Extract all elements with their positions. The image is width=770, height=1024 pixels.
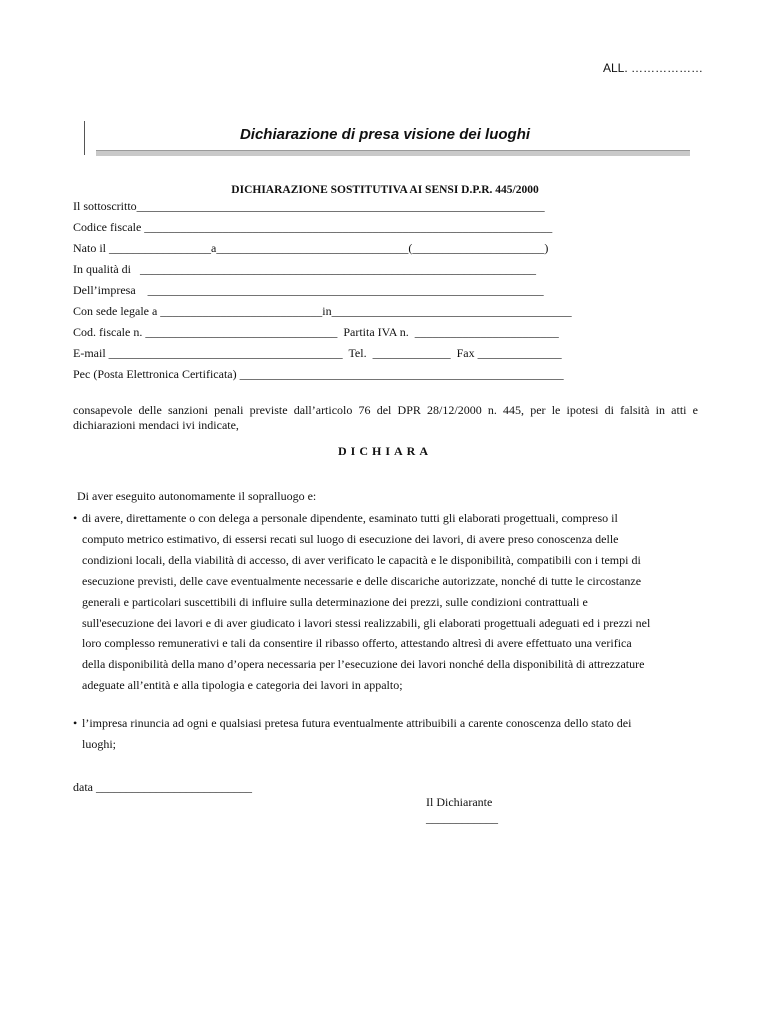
field-codice-fiscale: Codice fiscale ____________________________________________________________________ [73, 220, 553, 234]
page-title: Dichiarazione di presa visione dei luoghi [239, 126, 531, 143]
date-field: data __________________________ [73, 780, 252, 794]
field-impresa: Dell’impresa __________________________________________________________________ [73, 283, 544, 297]
intro-text: Di aver eseguito autonomamente il sopralluogo e: [77, 489, 317, 503]
list-item [73, 713, 698, 755]
subtitle: DICHIARAZIONE SOSTITUTIVA AI SENSI D.P.R. 445/2000 [231, 184, 539, 196]
list-item-line: di avere, direttamente o con delega a personale dipendente, esaminato tutti gli elaborati progettuali, compreso il [82, 511, 618, 525]
attachment-label: ALL. ……………… [603, 61, 704, 75]
bullet-icon: • [73, 511, 78, 525]
field-cod-fiscale-piva: Cod. fiscale n. ________________________________ Partita IVA n. ________________________ [73, 325, 559, 339]
list-item-line: condizioni locali, della viabilità di accesso, di aver verificato le capacità e le disponibilità, compatibili con i tempi di [82, 552, 641, 567]
list-item-line: generali e particolari suscettibili di influire sulla determinazione dei prezzi, sulle condizioni contrattuali e [82, 594, 588, 609]
dichiara-heading: DICHIARA [337, 444, 432, 458]
list-item-line: l’impresa rinuncia ad ogni e qualsiasi pretesa futura eventualmente attribuibili a carente conoscenza dello stato dei [82, 716, 632, 730]
list-item-line: esecuzione previsti, delle cave eventualmente necessarie e delle discariche autorizzate, nonché di tutte le circostanze [82, 573, 642, 588]
field-pec: Pec (Posta Elettronica Certificata) ______________________________________________________ [73, 367, 564, 381]
title-underline [96, 150, 690, 156]
field-sottoscritto: Il sottoscritto____________________________________________________________________ [73, 199, 545, 213]
field-sede-legale: Con sede legale a ___________________________in________________________________________ [73, 304, 572, 318]
signature-label: Il Dichiarante [426, 795, 493, 809]
field-nato: Nato il _________________a________________________________(______________________) [73, 241, 549, 255]
list-item-line: loro complesso remunerativi e tali da consentire il ribasso offerto, attestando altresì di avere effettuato una verifica [82, 636, 632, 651]
list-item [73, 508, 698, 696]
list-item-line: sull'esecuzione dei lavori e di aver giudicato i lavori stessi realizzabili, gli elaborati progettuali adeguati ed i prezzi nel [82, 615, 651, 630]
bullet-icon: • [73, 716, 78, 730]
signature-line: ____________ [426, 811, 498, 825]
field-email-tel-fax: E-mail _______________________________________ Tel. _____________ Fax ______________ [73, 346, 562, 360]
consapevole-paragraph: consapevole delle sanzioni penali previste dall’articolo 76 del DPR 28/12/2000 n. 445, per le ipotesi di falsità in atti e dichiarazioni mendaci ivi indicate, [73, 403, 698, 432]
list-item-line: computo metrico estimativo, di essersi recati sul luogo di esecuzione dei lavori, di avere preso conoscenza delle [82, 531, 619, 546]
list-item-line: luoghi; [82, 736, 117, 751]
list-item-line: della disponibilità della mano d’opera necessaria per l’esecuzione dei lavori nonché della disponibilità di attrezzature [82, 657, 645, 672]
field-qualita: In qualità di __________________________________________________________________ [73, 262, 536, 276]
list-item-line: adeguate all’entità e alla tipologia e categoria dei lavori in appalto; [82, 678, 403, 693]
